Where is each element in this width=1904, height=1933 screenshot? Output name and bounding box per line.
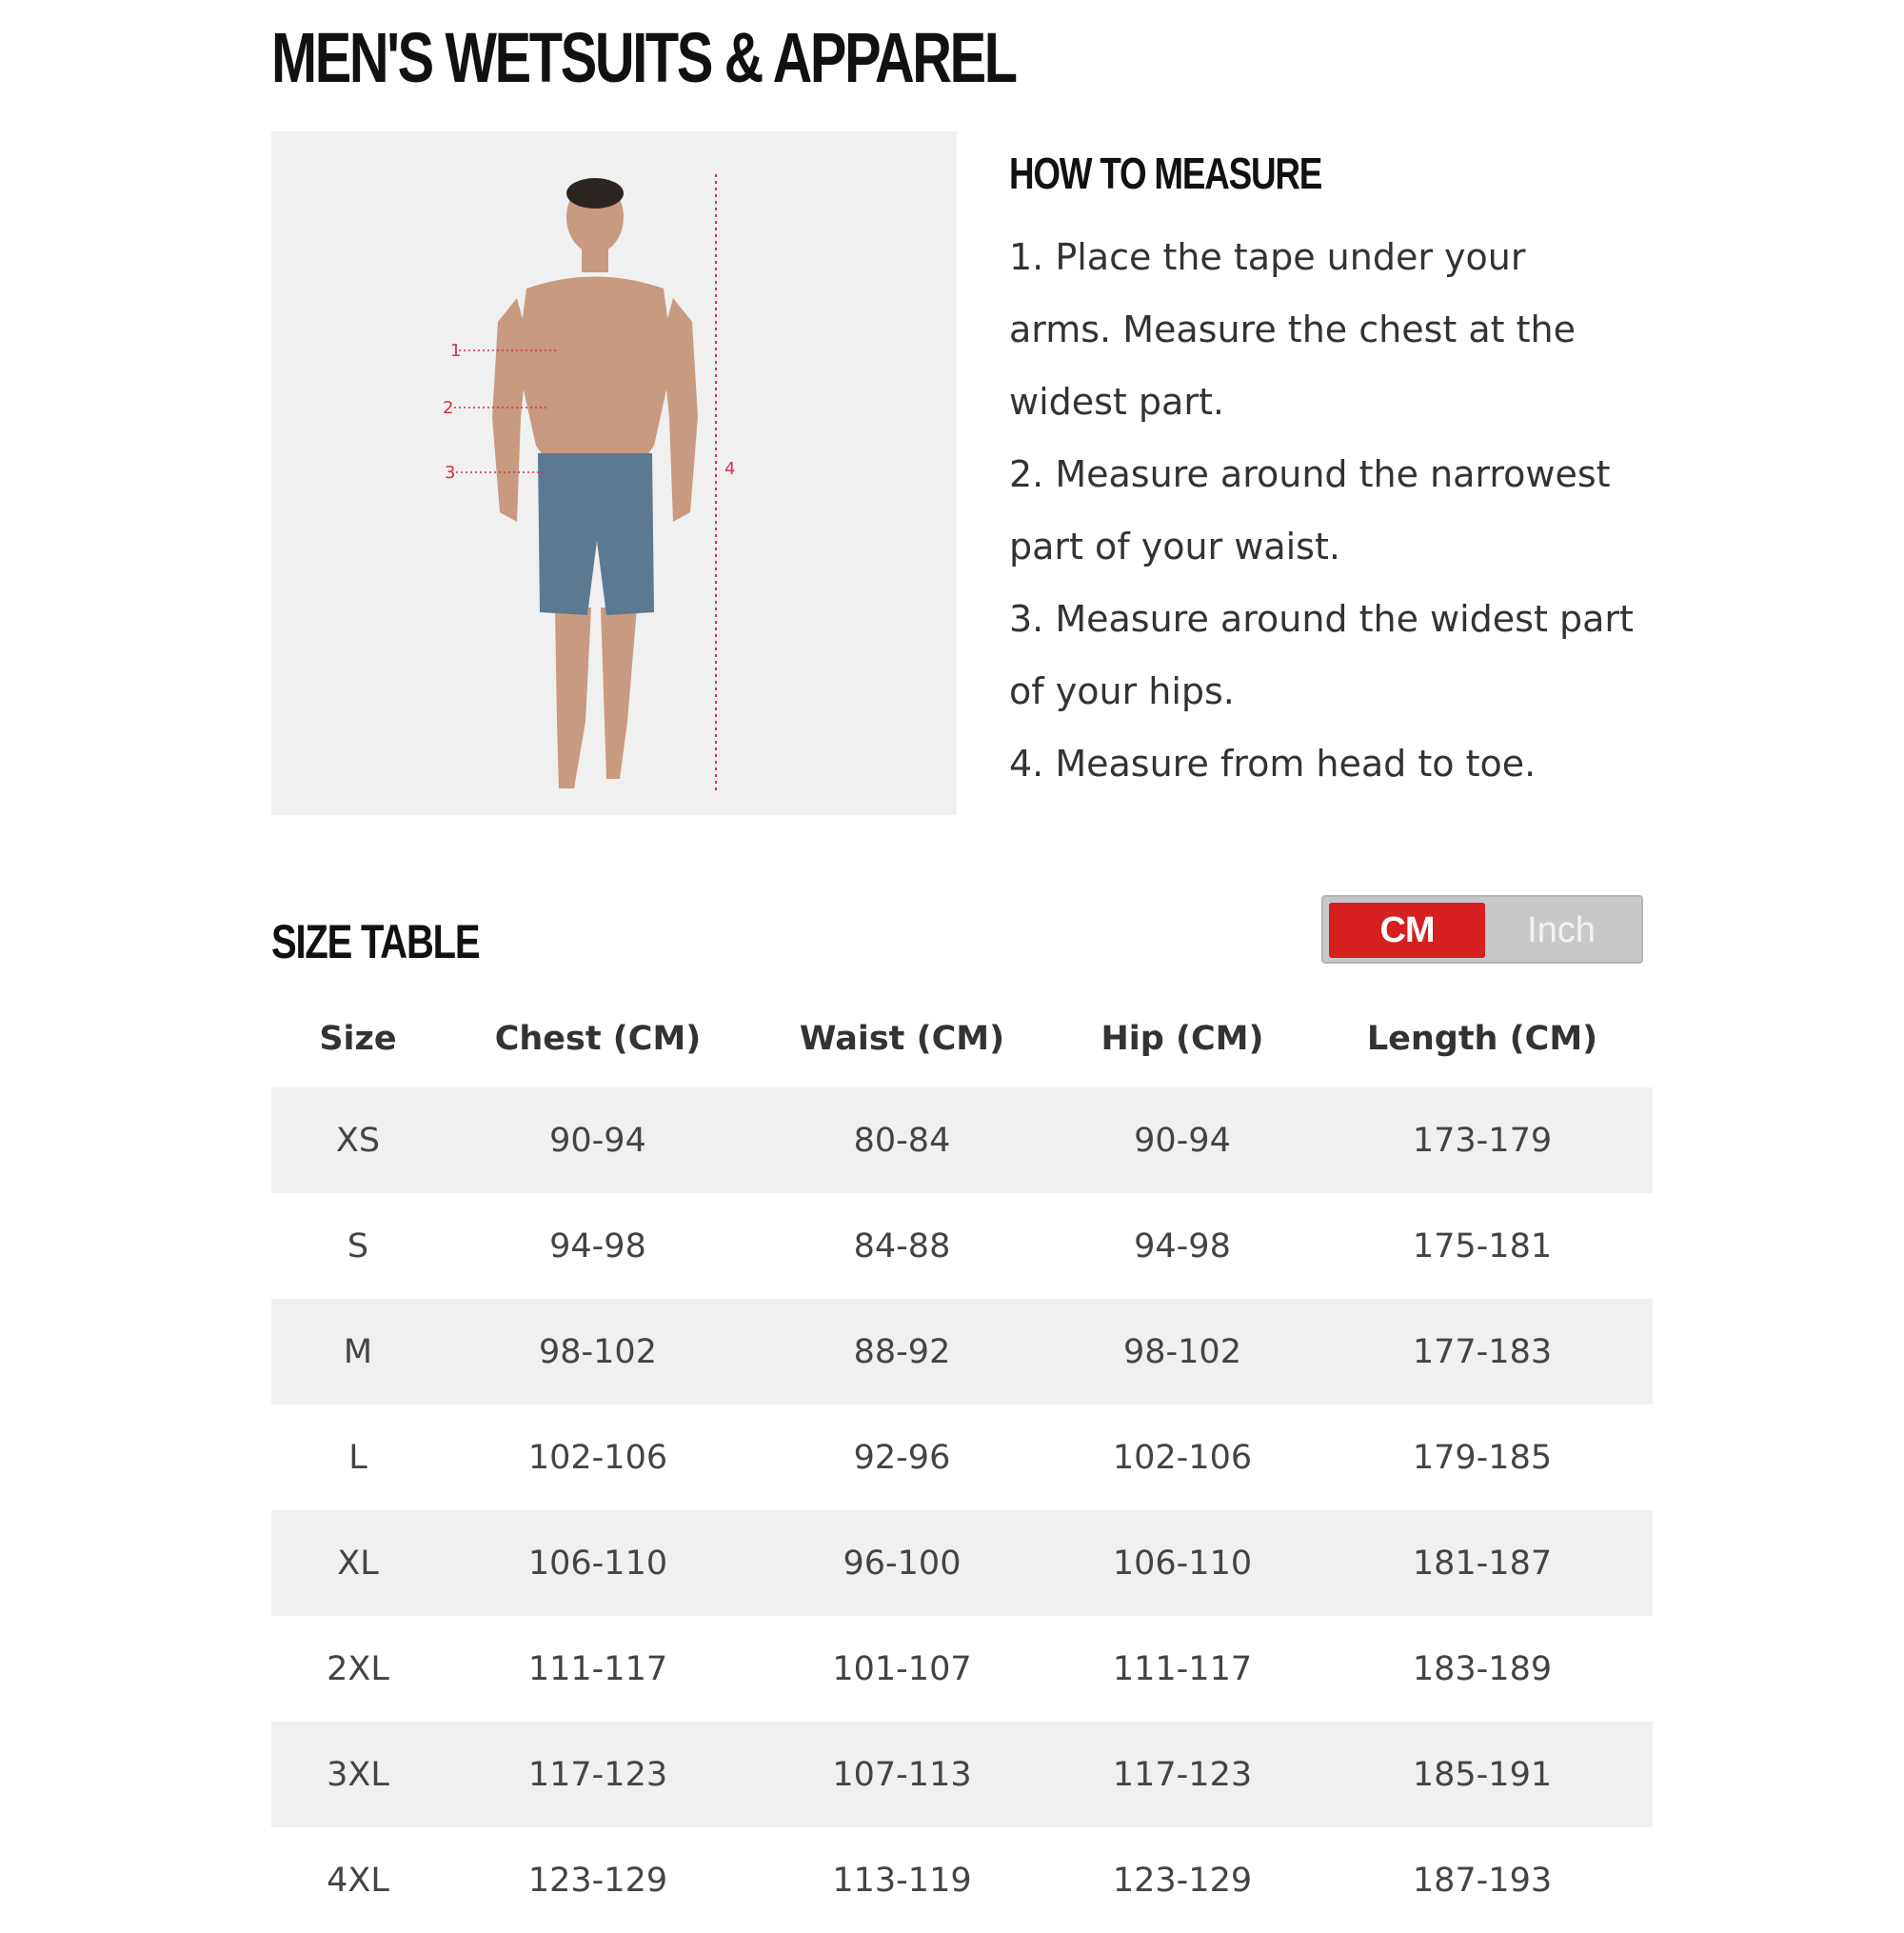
cell-chest: 106-110	[445, 1510, 751, 1616]
cell-size: M	[271, 1299, 445, 1405]
column-header-chest: Chest (CM)	[494, 1020, 702, 1058]
cell-length: 185-191	[1312, 1722, 1653, 1827]
table-row	[271, 1827, 1653, 1933]
table-row	[271, 1405, 1653, 1510]
unit-option-inch[interactable]: Inch	[1527, 909, 1596, 950]
cell-hip: 123-129	[1112, 1861, 1253, 1900]
cell-hip: 98-102	[1053, 1299, 1312, 1405]
cell-size: XL	[271, 1510, 445, 1616]
cell-hip: 117-123	[1053, 1722, 1312, 1827]
unit-toggle[interactable]	[1321, 895, 1643, 964]
table-header-row	[271, 990, 1653, 1087]
table-row	[271, 1722, 1653, 1827]
measure-step-4: 4. Measure from head to toe.	[1009, 743, 1537, 785]
cell-waist: 80-84	[751, 1087, 1053, 1193]
marker-label-1: 1	[450, 341, 462, 361]
cell-length: 183-189	[1412, 1649, 1553, 1688]
cell-size: S	[347, 1226, 369, 1265]
cell-hip: 106-110	[1053, 1510, 1312, 1616]
marker-label-2: 2	[443, 398, 454, 418]
cell-length: 179-185	[1412, 1438, 1553, 1477]
cell-waist: 96-100	[751, 1510, 1053, 1616]
cell-waist: 88-92	[751, 1299, 1053, 1405]
measure-step-1: 1. Place the tape under your arms. Measure the chest at the widest part.	[1009, 236, 1576, 423]
man-measurement-illustration	[271, 131, 957, 815]
size-table-heading: SIZE TABLE	[271, 915, 480, 968]
cell-chest: 123-129	[527, 1861, 668, 1900]
cell-chest: 102-106	[527, 1438, 668, 1477]
measure-step-3: 3. Measure around the widest part of your hips.	[1009, 598, 1634, 712]
table-row	[271, 1299, 1653, 1405]
cell-waist: 113-119	[832, 1861, 972, 1900]
unit-option-cm[interactable]: CM	[1329, 903, 1485, 958]
board-shorts	[538, 453, 654, 615]
measurement-figure	[271, 131, 957, 815]
table-row	[271, 1616, 1653, 1722]
cell-length: 175-181	[1412, 1226, 1553, 1265]
how-to-measure-heading: HOW TO MEASURE	[1009, 149, 1322, 198]
table-row	[271, 1510, 1653, 1616]
column-header-hip: Hip (CM)	[1101, 1020, 1264, 1058]
cell-chest: 94-98	[549, 1226, 646, 1265]
cell-waist: 84-88	[853, 1226, 951, 1265]
cell-size: L	[348, 1438, 367, 1477]
cell-chest: 90-94	[445, 1087, 751, 1193]
marker-label-3: 3	[445, 463, 456, 483]
cell-chest: 117-123	[445, 1722, 751, 1827]
cell-hip: 102-106	[1112, 1438, 1253, 1477]
cell-chest: 111-117	[527, 1649, 668, 1688]
cell-size: 2XL	[327, 1649, 389, 1688]
measure-step-2: 2. Measure around the narrowest part of your waist.	[1009, 453, 1611, 568]
cell-length: 181-187	[1312, 1510, 1653, 1616]
cell-waist: 101-107	[832, 1649, 972, 1688]
hair	[566, 178, 624, 209]
column-header-waist: Waist (CM)	[799, 1020, 1005, 1058]
cell-hip: 90-94	[1053, 1087, 1312, 1193]
cell-hip: 94-98	[1134, 1226, 1231, 1265]
marker-label-4: 4	[724, 459, 736, 479]
column-header-size: Size	[319, 1020, 397, 1058]
table-row	[271, 1193, 1653, 1299]
cell-size: 3XL	[271, 1722, 445, 1827]
cell-waist: 107-113	[751, 1722, 1053, 1827]
how-to-measure-steps	[1009, 221, 1637, 800]
column-header-length: Length (CM)	[1366, 1020, 1598, 1058]
table-row	[271, 1087, 1653, 1193]
cell-length: 187-193	[1412, 1861, 1553, 1900]
cell-waist: 92-96	[853, 1438, 951, 1477]
cell-length: 173-179	[1312, 1087, 1653, 1193]
cell-hip: 111-117	[1112, 1649, 1253, 1688]
cell-length: 177-183	[1312, 1299, 1653, 1405]
cell-chest: 98-102	[445, 1299, 751, 1405]
cell-size: XS	[271, 1087, 445, 1193]
size-table	[271, 990, 1653, 1933]
cell-size: 4XL	[327, 1861, 389, 1900]
page-title: MEN'S WETSUITS & APPAREL	[271, 18, 1016, 97]
